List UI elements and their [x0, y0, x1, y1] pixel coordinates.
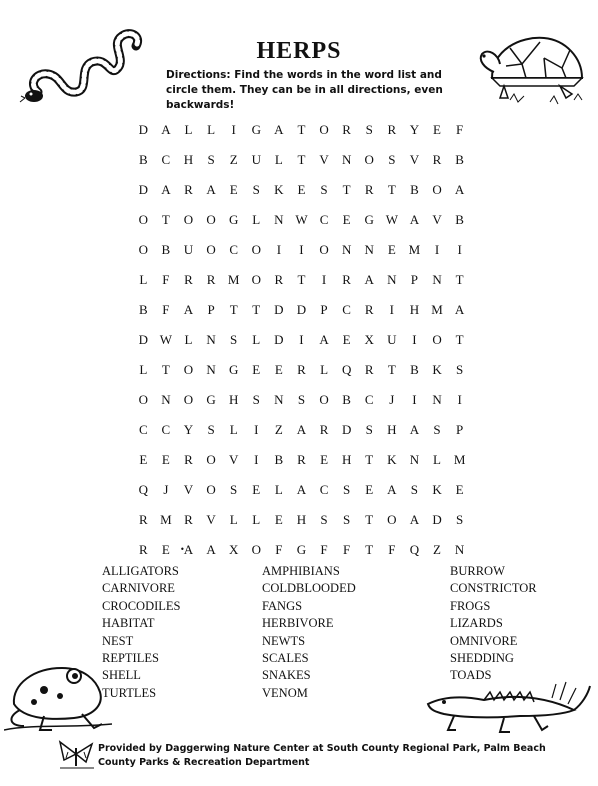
grid-letter[interactable]: A	[409, 212, 420, 227]
directions-text: Directions: Find the words in the word list and circle them. They can be in all directions, even backwards!	[166, 69, 443, 111]
frog-illustration	[4, 654, 112, 734]
grid-letter[interactable]: B	[455, 152, 464, 167]
grid-letter[interactable]: R	[364, 362, 374, 377]
grid-letter[interactable]: N	[364, 242, 374, 257]
grid-letter[interactable]: X	[228, 542, 239, 557]
grid-letter[interactable]: H	[183, 152, 194, 167]
grid-letter[interactable]: I	[321, 272, 327, 287]
word-list-item: SNAKES	[262, 668, 311, 683]
grid-letter[interactable]: Y	[409, 122, 420, 137]
grid-letter[interactable]: M	[408, 242, 421, 257]
grid-letter[interactable]: T	[455, 332, 464, 347]
grid-letter[interactable]: A	[161, 122, 171, 137]
grid-letter[interactable]: R	[184, 182, 193, 197]
grid-letter[interactable]: E	[252, 362, 261, 377]
grid-letter[interactable]: H	[409, 302, 420, 317]
grid-letter[interactable]: P	[455, 422, 464, 437]
grid-letter[interactable]: G	[206, 392, 216, 407]
grid-letter[interactable]: T	[365, 512, 374, 527]
grid-letter[interactable]: E	[387, 242, 396, 257]
grid-letter[interactable]: L	[207, 122, 216, 137]
grid-letter[interactable]: E	[342, 212, 351, 227]
grid-letter[interactable]: A	[206, 182, 216, 197]
grid-letter[interactable]: T	[252, 302, 261, 317]
grid-letter[interactable]: S	[365, 122, 373, 137]
grid-letter[interactable]: S	[320, 182, 328, 197]
word-list-item: FANGS	[262, 598, 303, 613]
grid-letter[interactable]: F	[162, 272, 170, 287]
grid-letter[interactable]: T	[297, 152, 306, 167]
grid-letter[interactable]: K	[432, 482, 442, 497]
grid-letter[interactable]: V	[409, 152, 420, 167]
grid-letter[interactable]: K	[274, 182, 284, 197]
grid-letter[interactable]: L	[139, 272, 148, 287]
grid-letter[interactable]: B	[138, 302, 148, 317]
grid-letter[interactable]: R	[184, 452, 193, 467]
grid-letter[interactable]: D	[138, 182, 148, 197]
grid-letter[interactable]: D	[274, 332, 284, 347]
grid-letter[interactable]: F	[455, 122, 464, 137]
word-list-item: ALLIGATORS	[102, 564, 179, 578]
grid-letter[interactable]: E	[455, 482, 464, 497]
grid-letter[interactable]: A	[454, 182, 465, 197]
grid-letter[interactable]: N	[161, 392, 171, 407]
grid-letter[interactable]: B	[138, 152, 148, 167]
grid-letter[interactable]: J	[389, 392, 395, 407]
grid-letter[interactable]: D	[296, 302, 307, 317]
grid-letter[interactable]: C	[319, 482, 329, 497]
grid-letter[interactable]: P	[320, 302, 328, 317]
grid-letter[interactable]: D	[341, 422, 352, 437]
grid-letter[interactable]: O	[206, 242, 216, 257]
grid-letter[interactable]: T	[455, 272, 464, 287]
grid-letter[interactable]: M	[160, 512, 172, 527]
word-list-item: CROCODILES	[102, 598, 181, 613]
grid-letter[interactable]: H	[228, 392, 239, 407]
grid-letter[interactable]: U	[387, 332, 397, 347]
grid-letter[interactable]: I	[457, 242, 462, 257]
grid-letter[interactable]: R	[387, 122, 397, 137]
grid-letter[interactable]: N	[206, 362, 216, 377]
grid-letter[interactable]: O	[183, 362, 194, 377]
word-list-item: TURTLES	[102, 685, 157, 700]
grid-letter[interactable]: N	[341, 152, 352, 167]
grid-letter[interactable]: N	[274, 392, 284, 407]
word-list-item: FROGS	[450, 598, 491, 613]
grid-letter[interactable]: Q	[138, 482, 148, 497]
grid-letter[interactable]: R	[274, 272, 284, 287]
grid-letter[interactable]: A	[409, 512, 420, 527]
grid-letter[interactable]: Q	[409, 542, 420, 557]
grid-letter[interactable]: A	[274, 122, 284, 137]
grid-letter[interactable]: V	[432, 212, 442, 227]
grid-letter[interactable]: R	[432, 152, 442, 167]
grid-letter[interactable]: B	[161, 242, 171, 257]
grid-letter[interactable]: Z	[274, 422, 283, 437]
grid-letter[interactable]: I	[389, 302, 394, 317]
grid-letter[interactable]: L	[184, 332, 193, 347]
grid-letter[interactable]: R	[297, 362, 306, 377]
grid-letter[interactable]: N	[387, 272, 397, 287]
grid-letter[interactable]: Z	[433, 542, 441, 557]
grid-letter[interactable]: U	[183, 242, 194, 257]
grid-letter[interactable]: S	[433, 422, 441, 437]
grid-letter[interactable]: K	[387, 452, 397, 467]
grid-letter[interactable]: O	[183, 392, 194, 407]
word-list-item: VENOM	[262, 685, 308, 700]
word-list-item: AMPHIBIANS	[262, 564, 340, 578]
grid-letter[interactable]: G	[251, 122, 261, 137]
grid-letter[interactable]: O	[364, 152, 374, 167]
word-list-item: COLDBLOODED	[262, 581, 356, 596]
grid-letter[interactable]: I	[412, 392, 417, 407]
grid-letter[interactable]: N	[341, 242, 352, 257]
grid-letter[interactable]: N	[274, 212, 284, 227]
grid-letter[interactable]: E	[320, 452, 329, 467]
grid-letter[interactable]: T	[387, 182, 396, 197]
grid-letter[interactable]: L	[252, 212, 261, 227]
grid-letter[interactable]: H	[341, 452, 352, 467]
word-search-grid[interactable]	[132, 122, 471, 572]
grid-letter[interactable]: E	[342, 332, 351, 347]
grid-letter[interactable]: S	[230, 332, 238, 347]
grid-letter[interactable]: A	[319, 332, 329, 347]
grid-letter[interactable]: V	[228, 452, 239, 467]
grid-letter[interactable]: B	[274, 452, 284, 467]
grid-letter[interactable]: A	[183, 302, 194, 317]
footer-credit: Provided by Daggerwing Nature Center at South County Regional Park, Palm Beach County Parks & Recreation Department	[98, 743, 546, 768]
grid-letter[interactable]: C	[229, 242, 238, 257]
grid-letter[interactable]: A	[206, 542, 216, 557]
grid-letter[interactable]: S	[455, 362, 464, 377]
grid-letter[interactable]: C	[364, 392, 374, 407]
butterfly-logo	[56, 738, 96, 770]
grid-letter[interactable]: H	[387, 422, 397, 437]
word-list-item: TOADS	[450, 668, 492, 683]
grid-letter[interactable]: E	[274, 362, 283, 377]
grid-letter[interactable]: S	[252, 182, 260, 197]
grid-letter[interactable]: T	[161, 362, 170, 377]
grid-letter[interactable]: P	[410, 272, 419, 287]
grid-letter[interactable]: D	[138, 332, 148, 347]
word-list-column-2	[262, 563, 432, 702]
grid-letter[interactable]: R	[297, 452, 306, 467]
grid-letter[interactable]: K	[432, 362, 442, 377]
grid-letter[interactable]: C	[342, 302, 351, 317]
grid-letter[interactable]: T	[297, 122, 306, 137]
word-list-item: BURROW	[450, 564, 505, 578]
grid-letter[interactable]: L	[320, 362, 329, 377]
grid-letter[interactable]: O	[138, 212, 148, 227]
word-list-item: SHELL	[102, 668, 141, 683]
word-list-item: NEWTS	[262, 633, 306, 648]
grid-letter[interactable]: O	[251, 542, 261, 557]
grid-letter[interactable]: C	[161, 422, 171, 437]
word-list-column-1	[102, 563, 272, 702]
grid-letter[interactable]: T	[297, 272, 306, 287]
grid-letter[interactable]: T	[229, 302, 238, 317]
grid-letter[interactable]: O	[251, 242, 261, 257]
grid-letter[interactable]: D	[138, 122, 148, 137]
grid-letter[interactable]: S	[343, 512, 351, 527]
grid-letter[interactable]: G	[228, 212, 239, 227]
grid-letter[interactable]: R	[184, 272, 193, 287]
grid-letter[interactable]: N	[454, 542, 465, 557]
grid-letter[interactable]: I	[299, 242, 304, 257]
grid-letter[interactable]: T	[365, 452, 374, 467]
grid-letter[interactable]: L	[274, 482, 283, 497]
grid-letter[interactable]: R	[184, 512, 193, 527]
word-list-item: HERBIVORE	[262, 616, 334, 631]
grid-letter[interactable]: W	[385, 212, 398, 227]
grid-letter[interactable]: O	[138, 392, 148, 407]
word-list-item: LIZARDS	[450, 616, 503, 631]
grid-letter[interactable]: L	[274, 152, 283, 167]
grid-letter[interactable]: T	[387, 362, 396, 377]
grid-letter[interactable]: R	[342, 122, 351, 137]
grid-letter[interactable]: E	[139, 452, 148, 467]
grid-letter[interactable]: V	[319, 152, 329, 167]
grid-letter[interactable]: A	[364, 272, 374, 287]
grid-letter[interactable]: W	[159, 332, 173, 347]
grid-letter[interactable]: F	[162, 302, 170, 317]
grid-letter[interactable]: E	[297, 182, 306, 197]
grid-letter[interactable]: P	[207, 302, 215, 317]
grid-letter[interactable]: S	[207, 152, 215, 167]
grid-letter[interactable]: F	[343, 542, 351, 557]
grid-letter[interactable]: I	[276, 242, 282, 257]
grid-letter[interactable]: S	[297, 392, 306, 407]
grid-letter[interactable]: O	[319, 392, 329, 407]
grid-letter[interactable]: O	[319, 242, 329, 257]
grid-letter[interactable]: E	[433, 122, 441, 137]
grid-letter[interactable]: E	[274, 512, 283, 527]
grid-letter[interactable]: L	[433, 452, 441, 467]
grid-letter[interactable]: Q	[341, 362, 352, 377]
grid-letter[interactable]: O	[319, 122, 329, 137]
grid-letter[interactable]: V	[206, 512, 216, 527]
grid-letter[interactable]: N	[432, 392, 442, 407]
grid-letter[interactable]: C	[138, 422, 148, 437]
grid-letter[interactable]: I	[254, 422, 259, 437]
grid-letter[interactable]: H	[296, 512, 307, 527]
grid-letter[interactable]: F	[275, 542, 283, 557]
grid-letter[interactable]: L	[184, 122, 193, 137]
grid-letter[interactable]: A	[183, 542, 194, 557]
word-list-item: SHEDDING	[450, 650, 514, 665]
grid-letter[interactable]: S	[252, 392, 260, 407]
grid-letter[interactable]: S	[365, 422, 373, 437]
grid-letter[interactable]: O	[432, 182, 442, 197]
grid-letter[interactable]: A	[409, 422, 420, 437]
grid-letter[interactable]: R	[138, 542, 148, 557]
grid-letter[interactable]: V	[183, 482, 194, 497]
grid-letter[interactable]: T	[365, 542, 374, 557]
grid-letter[interactable]: S	[230, 482, 238, 497]
word-list-item: CARNIVORE	[102, 581, 175, 596]
grid-letter[interactable]: S	[207, 422, 215, 437]
grid-letter[interactable]: I	[412, 332, 417, 347]
grid-letter[interactable]: R	[206, 272, 216, 287]
grid-letter[interactable]: Y	[183, 422, 194, 437]
grid-letter[interactable]: F	[320, 542, 328, 557]
grid-letter[interactable]: M	[227, 272, 240, 287]
grid-letter[interactable]: B	[455, 212, 464, 227]
grid-letter[interactable]: R	[364, 302, 374, 317]
grid-letter[interactable]: O	[206, 482, 216, 497]
grid-letter[interactable]: M	[453, 452, 466, 467]
grid-letter[interactable]: I	[457, 392, 462, 407]
grid-letter[interactable]: R	[138, 512, 148, 527]
grid-letter[interactable]: E	[365, 482, 374, 497]
word-list-column-3	[450, 563, 598, 685]
grid-letter[interactable]: C	[161, 152, 171, 167]
grid-letter[interactable]: C	[319, 212, 329, 227]
grid-letter[interactable]: D	[432, 512, 442, 527]
word-list-item: NEST	[102, 633, 134, 648]
grid-letter[interactable]: O	[183, 212, 194, 227]
grid-letter[interactable]: L	[229, 512, 238, 527]
grid-letter[interactable]: S	[388, 152, 396, 167]
grid-letter[interactable]: R	[342, 272, 351, 287]
grid-letter[interactable]: E	[252, 482, 261, 497]
word-list-item: OMNIVORE	[450, 633, 518, 648]
grid-letter[interactable]: N	[409, 452, 420, 467]
grid-letter[interactable]: L	[229, 422, 238, 437]
grid-letter[interactable]: O	[432, 332, 442, 347]
grid-letter[interactable]: D	[274, 302, 284, 317]
stray-mark: •	[180, 545, 185, 554]
grid-letter[interactable]: E	[161, 452, 170, 467]
page-title: HERPS	[256, 38, 342, 64]
grid-letter[interactable]: A	[454, 302, 465, 317]
grid-letter[interactable]: B	[410, 362, 419, 377]
grid-letter[interactable]: A	[296, 482, 307, 497]
grid-letter[interactable]: S	[320, 512, 328, 527]
grid-letter[interactable]: O	[251, 272, 261, 287]
grid-letter[interactable]: B	[342, 392, 351, 407]
grid-letter[interactable]: O	[138, 242, 148, 257]
grid-letter[interactable]: W	[295, 212, 308, 227]
word-list-item: CONSTRICTOR	[450, 581, 537, 596]
grid-letter[interactable]: S	[410, 482, 419, 497]
grid-letter[interactable]: G	[228, 362, 239, 377]
word-list-item: SCALES	[262, 650, 309, 665]
grid-letter[interactable]: O	[206, 452, 216, 467]
grid-letter[interactable]: S	[455, 512, 464, 527]
grid-letter[interactable]: L	[139, 362, 148, 377]
grid-letter[interactable]: F	[388, 542, 396, 557]
grid-letter[interactable]: M	[431, 302, 443, 317]
grid-letter[interactable]: N	[206, 332, 216, 347]
grid-letter[interactable]: A	[387, 482, 397, 497]
snake-illustration	[18, 22, 148, 108]
word-list-item: REPTILES	[102, 650, 159, 665]
grid-letter[interactable]: T	[342, 182, 351, 197]
grid-letter[interactable]: R	[364, 182, 374, 197]
grid-letter[interactable]: B	[410, 182, 419, 197]
grid-letter[interactable]: A	[161, 182, 171, 197]
grid-letter[interactable]: I	[434, 242, 440, 257]
grid-letter[interactable]: J	[163, 482, 169, 497]
grid-letter[interactable]: L	[252, 332, 261, 347]
grid-letter[interactable]: I	[254, 452, 259, 467]
grid-letter[interactable]: E	[161, 542, 170, 557]
grid-letter[interactable]: T	[161, 212, 170, 227]
grid-letter[interactable]: I	[231, 122, 236, 137]
grid-letter[interactable]: U	[251, 152, 261, 167]
grid-letter[interactable]: E	[229, 182, 238, 197]
grid-letter[interactable]: G	[296, 542, 307, 557]
grid-letter[interactable]: I	[299, 332, 304, 347]
grid-letter[interactable]: Z	[229, 152, 238, 167]
grid-letter[interactable]: X	[364, 332, 374, 347]
grid-letter[interactable]: A	[296, 422, 307, 437]
grid-letter[interactable]: R	[319, 422, 329, 437]
grid-letter[interactable]: N	[432, 272, 442, 287]
grid-letter[interactable]: O	[387, 512, 397, 527]
grid-letter[interactable]: L	[252, 512, 261, 527]
alligator-illustration	[424, 680, 592, 736]
word-list-item: HABITAT	[102, 616, 155, 631]
grid-letter[interactable]: G	[364, 212, 374, 227]
grid-letter[interactable]: S	[343, 482, 351, 497]
grid-letter[interactable]: O	[206, 212, 216, 227]
